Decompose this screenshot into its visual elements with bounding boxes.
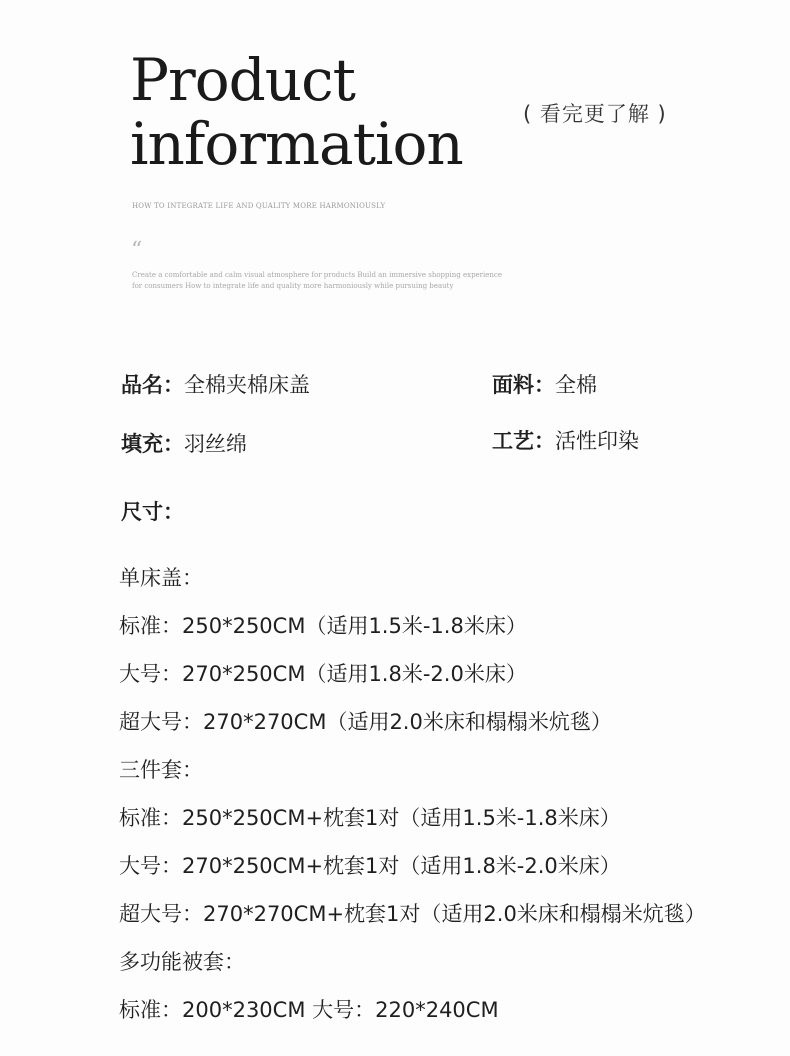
size-line: 超大号：270*270CM+枕套1对（适用2.0米床和榻榻米炕毯） — [119, 902, 706, 926]
read-more-hint: ( 看完更了解 ) — [523, 102, 667, 126]
product-info-header — [0, 0, 790, 330]
size-line: 标准：250*250CM+枕套1对（适用1.5米-1.8米床） — [119, 806, 621, 830]
size-line: 超大号：270*270CM（适用2.0米床和榻榻米炕毯） — [119, 710, 612, 734]
product-name-field — [121, 369, 310, 399]
size-group-multi-duvet: 多功能被套： — [119, 950, 245, 974]
fabric-field — [492, 369, 597, 399]
size-group-three-piece: 三件套： — [119, 758, 203, 782]
fabric-value: 全棉 — [555, 373, 597, 397]
craft-value: 活性印染 — [555, 429, 639, 453]
title-line-1: Product — [130, 46, 355, 114]
size-heading — [121, 496, 184, 526]
size-line: 大号：270*250CM+枕套1对（适用1.8米-2.0米床） — [119, 854, 621, 878]
header-description: Create a comfortable and calm visual atmosphere for products Build an immersive shopping experience for consumers How to integrate life and quality more harmoniously while pursuing beauty — [132, 271, 502, 290]
filling-field — [121, 428, 247, 458]
size-line: 标准：200*230CM 大号：220*240CM — [119, 998, 499, 1022]
page-title — [130, 48, 463, 176]
craft-label: 工艺： — [492, 429, 555, 453]
quote-mark-icon: “ — [131, 238, 143, 263]
craft-field — [492, 425, 639, 455]
product-name-value: 全棉夹棉床盖 — [184, 373, 310, 397]
size-group-single-cover: 单床盖： — [119, 566, 203, 590]
title-line-2: information — [130, 110, 463, 178]
tagline: HOW TO INTEGRATE LIFE AND QUALITY MORE HARMONIOUSLY — [132, 202, 386, 210]
filling-value: 羽丝绵 — [184, 432, 247, 456]
size-line: 大号：270*250CM（适用1.8米-2.0米床） — [119, 662, 527, 686]
size-line: 标准：250*250CM（适用1.5米-1.8米床） — [119, 614, 527, 638]
fabric-label: 面料： — [492, 373, 555, 397]
size-label: 尺寸： — [121, 500, 184, 524]
product-name-label: 品名： — [121, 373, 184, 397]
filling-label: 填充： — [121, 432, 184, 456]
